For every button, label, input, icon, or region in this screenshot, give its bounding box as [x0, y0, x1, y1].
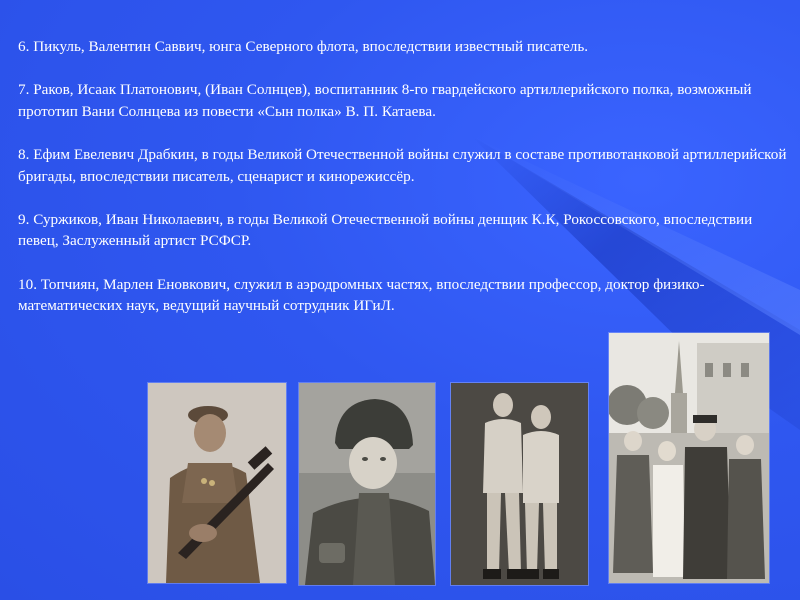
paragraph-rakov: 7. Раков, Исаак Платонович, (Иван Солнцев), воспитанник 8-го гвардейского артиллерийского полка, возможный прототип Вани Солнцева из повести «Сын полка» В. П. Катаева.: [18, 81, 752, 120]
paragraph-topchiyan: 10. Топчиян, Марлен Еновкович, служил в аэродромных частях, впоследствии профессор, доктор физико-математических наук, ведущий научный сотрудник ИГиЛ.: [18, 275, 705, 315]
photo-soldier-in-helmet: [298, 382, 436, 586]
text-block: [18, 36, 788, 338]
paragraph-drabkin: 8. Ефим Евелевич Драбкин, в годы Великой Отечественной войны служил в составе противотанковой артиллерийской бригады, впоследствии писатель, сценарист и кинорежиссёр.: [18, 145, 787, 185]
photo-soldier-with-gun: [147, 382, 287, 584]
paragraph-pikul: 6. Пикуль, Валентин Саввич, юнга Северного флота, впоследствии известный писатель.: [18, 38, 589, 55]
photo-group-in-city: [608, 332, 770, 584]
paragraph-surzhikov: 9. Суржиков, Иван Николаевич, в годы Великой Отечественной войны денщик К.К, Рокоссовского, впоследствии певец, Заслуженный артист РСФСР.: [18, 210, 753, 250]
photo-two-soldiers: [450, 382, 589, 586]
